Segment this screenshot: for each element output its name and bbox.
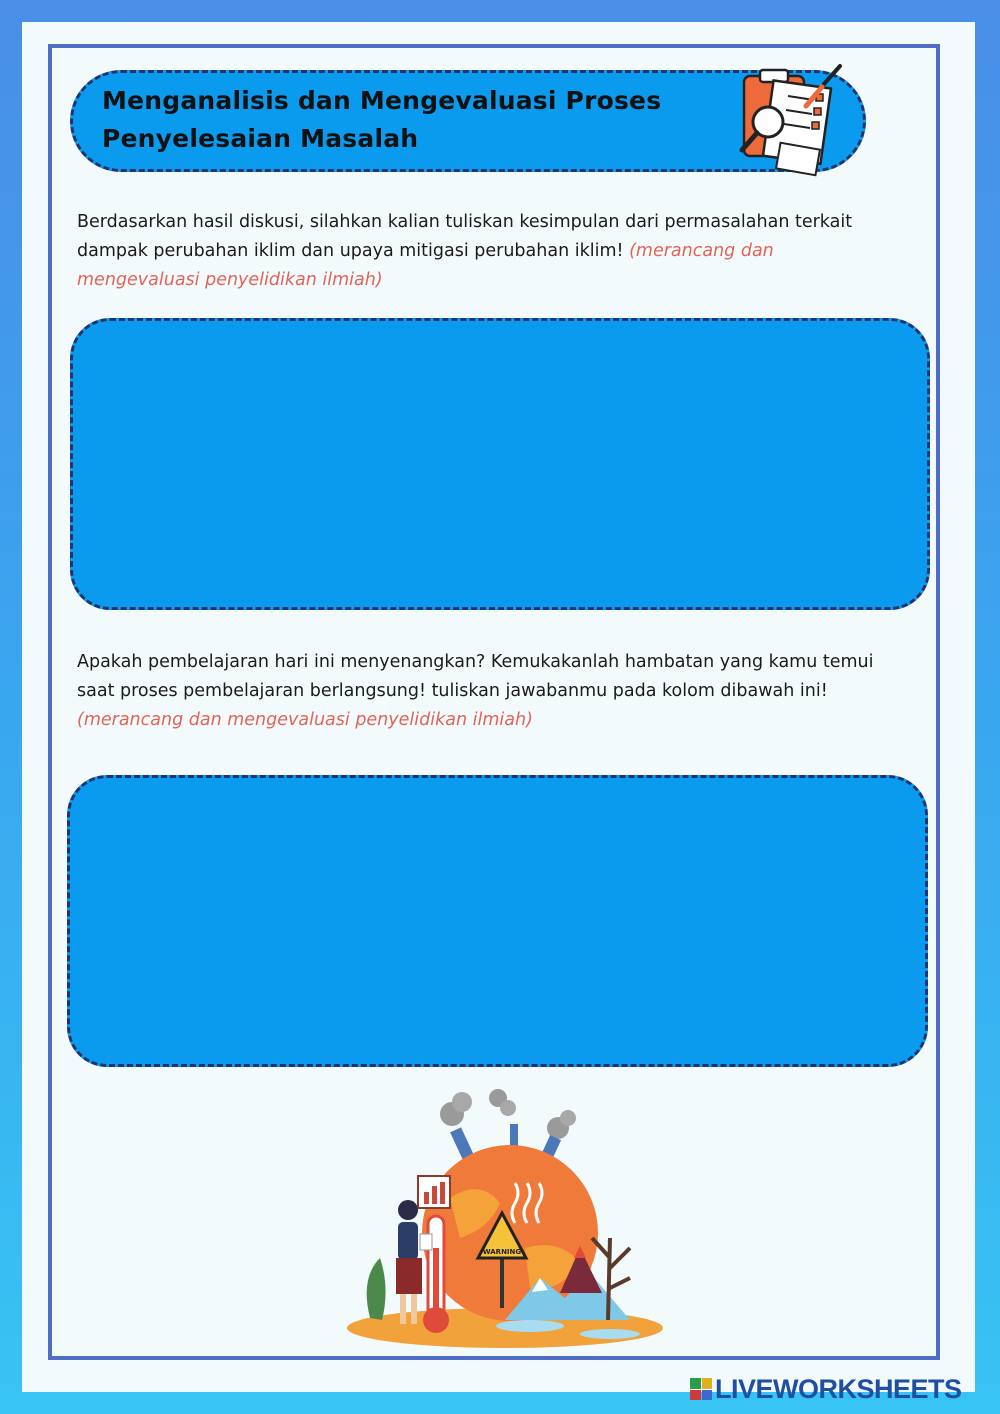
answer-box-1[interactable] <box>70 318 930 610</box>
title-line-1: Menganalisis dan Mengevaluasi Proses <box>102 86 662 115</box>
question-1-hint: (merancang dan mengevaluasi penyelidikan ilmiah) <box>77 241 774 290</box>
question-2-text: Apakah pembelajaran hari ini menyenangkan? Kemukakanlah hambatan yang kamu temui saat proses pembelajaran berlangsung! tuliskan jawabanmu pada kolom dibawah ini! <box>77 652 874 701</box>
answer-box-2[interactable] <box>67 775 928 1067</box>
question-2-hint: (merancang dan mengevaluasi penyelidikan ilmiah) <box>77 710 533 730</box>
warning-sign-text: WARNING <box>482 1248 522 1256</box>
liveworksheets-logo <box>690 1376 962 1402</box>
page-title <box>102 82 742 158</box>
climate-change-illustration <box>340 1088 670 1350</box>
title-line-2: Penyelesaian Masalah <box>102 124 419 153</box>
clipboard-magnifier-icon <box>736 64 846 179</box>
logo-mark-icon <box>690 1378 712 1400</box>
question-1-text: Berdasarkan hasil diskusi, silahkan kalian tuliskan kesimpulan dari permasalahan terkait dampak perubahan iklim dan upaya mitigasi perubahan iklim! <box>77 212 853 261</box>
question-2-prompt <box>77 648 897 735</box>
question-1-prompt <box>77 208 897 295</box>
brand-name: LIVEWORKSHEETS <box>715 1374 962 1404</box>
